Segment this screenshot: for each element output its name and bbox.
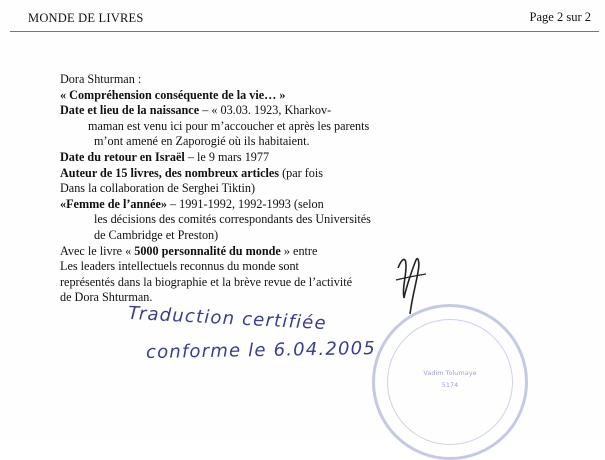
with-book-title: 5000 personnalité du monde — [134, 243, 281, 258]
page-number: Page 2 sur 2 — [529, 10, 591, 24]
woman-text: – 1991-1992, 1992-1993 (selon — [166, 196, 324, 211]
author-line — [60, 166, 460, 182]
woman-line-2: les décisions des comités correspondants des Universités — [94, 212, 371, 227]
with-book-post: » entre — [280, 243, 318, 258]
birth-text: – « 03.03. 1923, Kharkov- — [199, 103, 332, 118]
birth-label: Date et lieu de la naissance — [60, 103, 200, 118]
stamp-center-text: Vadim Tolumaye — [423, 369, 477, 377]
return-label: Date du retour en Israël — [60, 149, 185, 164]
book-title: « Compréhension conséquente de la vie… » — [60, 87, 286, 102]
stamp-number: 5174 — [441, 381, 459, 389]
author-line-2: Dans la collaboration de Serghei Tiktin) — [60, 181, 256, 196]
birth-line-2: maman est venu ici pour m’accoucher et après les parents — [88, 118, 370, 133]
birth-line — [60, 103, 460, 119]
return-text: – le 9 mars 1977 — [184, 149, 270, 164]
woman-label: «Femme de l’année» — [60, 196, 167, 211]
woman-line-3: de Cambridge et Preston) — [94, 227, 219, 242]
handwritten-line-1: Traduction certifiée — [127, 302, 328, 335]
person-name: Dora Shturman : — [60, 72, 142, 86]
leaders-line-1: Les leaders intellectuels reconnus du monde sont — [60, 259, 299, 274]
woman-line — [60, 197, 460, 213]
birth-line-3: m’ont amené en Zaporogié où ils habitaient. — [94, 134, 310, 149]
author-text: (par fois — [279, 165, 324, 180]
handwritten-line-2: conforme le 6.04.2005 — [145, 337, 377, 364]
leaders-line-3: de Dora Shturman. — [60, 290, 153, 305]
header-divider — [10, 31, 599, 32]
leaders-line-2: représentés dans la biographie et la brève revue de l’activité — [60, 274, 353, 289]
author-label: Auteur de 15 livres, des nombreux articles — [60, 165, 280, 180]
official-stamp — [372, 304, 528, 460]
return-line — [60, 150, 460, 166]
with-book-pre: Avec le livre « — [60, 243, 135, 258]
header-title: MONDE DE LIVRES — [28, 11, 144, 25]
